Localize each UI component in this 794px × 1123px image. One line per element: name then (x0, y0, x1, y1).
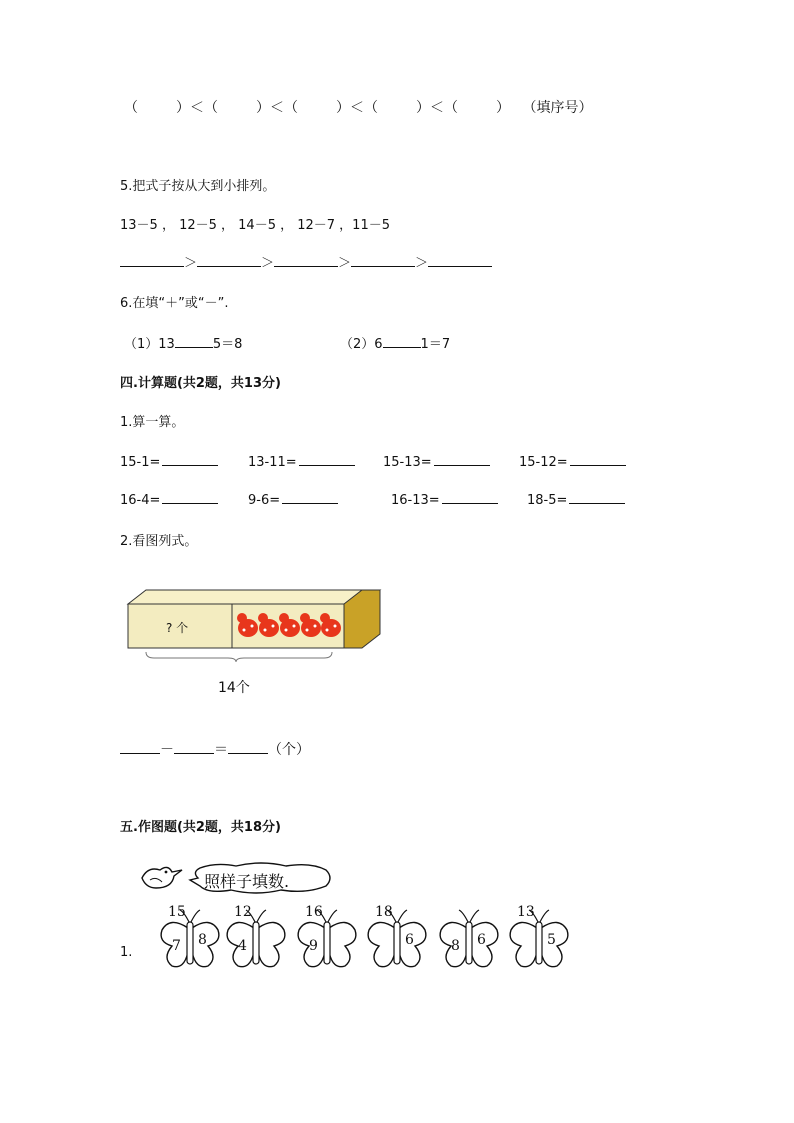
section-5-title: 五.作图题(共2题，共18分) (120, 820, 281, 835)
butterfly-right-wing (329, 922, 356, 966)
order-line: （ ）＜（ ）＜（ ）＜（ ）＜（ ） （填序号） (124, 100, 593, 116)
butterfly-right-number: 6 (405, 932, 414, 948)
q6-item-2: （2）6 1＝7 (340, 333, 450, 352)
answer-blank[interactable] (299, 452, 355, 466)
answer-blank[interactable] (428, 253, 492, 267)
answer-blank[interactable] (228, 740, 268, 754)
calc-item: 16-13= (391, 490, 498, 508)
butterfly-left-wing (510, 922, 537, 966)
answer-blank[interactable] (434, 452, 490, 466)
answer-blank[interactable] (282, 490, 338, 504)
butterfly-top-number: 16 (305, 904, 323, 920)
butterfly-antenna (459, 910, 479, 922)
answer-blank[interactable] (442, 490, 498, 504)
answer-blank[interactable] (174, 740, 214, 754)
box-unknown-label: ? 个 (166, 621, 189, 635)
order-note: （填序号） (522, 100, 593, 116)
q6-item-1: （1）13 5＝8 (124, 333, 242, 352)
answer-blank[interactable] (120, 740, 160, 754)
answer-blank[interactable] (197, 253, 261, 267)
butterfly-body (324, 922, 330, 964)
operator-blank[interactable] (383, 334, 421, 348)
calc-item: 16-4= (120, 490, 218, 508)
box-total-label: 14个 (218, 680, 250, 696)
butterfly-body (253, 922, 259, 964)
butterfly-right-wing (258, 922, 285, 966)
butterfly-top-number: 15 (168, 904, 186, 920)
s4-q1-title: 1.算一算。 (120, 415, 185, 430)
answer-blank[interactable] (569, 490, 625, 504)
s4-q2-title: 2.看图列式。 (120, 534, 198, 549)
butterfly-right-number: 8 (198, 932, 207, 948)
butterfly-body (394, 922, 400, 964)
answer-blank[interactable] (162, 452, 218, 466)
q5-expressions: 13－5 ， 12－5 ， 14－5 ， 12－7 ，11－5 (120, 218, 390, 233)
butterfly-top-number: 13 (517, 904, 535, 920)
butterfly-icon (437, 906, 501, 976)
bird-icon (138, 858, 188, 894)
calc-item: 18-5= (527, 490, 625, 508)
butterfly-body (466, 922, 472, 964)
box-figure (124, 586, 386, 696)
answer-blank[interactable] (570, 452, 626, 466)
butterfly-body (536, 922, 542, 964)
calc-item: 9-6= (248, 490, 338, 508)
operator-blank[interactable] (175, 334, 213, 348)
box-top-face (128, 590, 380, 604)
butterfly-right-number: 5 (547, 932, 556, 948)
calc-item: 15-12= (519, 452, 626, 470)
section-4-title: 四.计算题(共2题，共13分) (120, 376, 281, 391)
s5-q1-label: 1. (120, 945, 133, 960)
q5-title: 5.把式子按从大到小排列。 (120, 179, 276, 194)
answer-blank[interactable] (162, 490, 218, 504)
butterfly-top-number: 12 (234, 904, 252, 920)
answer-blank[interactable] (120, 253, 184, 267)
butterfly-left-number: 9 (309, 938, 318, 954)
figure-equation: － ＝ （个） (120, 739, 310, 759)
butterfly-left-number: 8 (451, 938, 460, 954)
butterfly-top-number: 18 (375, 904, 393, 920)
butterfly-left-wing (368, 922, 395, 966)
butterfly-left-number: 4 (238, 938, 247, 954)
speech-text: 照样子填数. (204, 872, 290, 891)
answer-blank[interactable] (274, 253, 338, 267)
calc-item: 13-11= (248, 452, 355, 470)
answer-blank[interactable] (351, 253, 415, 267)
q5-answer-line: ＞ ＞ ＞ ＞ (120, 252, 492, 271)
calc-item: 15-13= (383, 452, 490, 470)
total-brace (146, 652, 332, 662)
q6-title: 6.在填“＋”或“－”. (120, 296, 229, 311)
butterfly-right-number: 6 (477, 932, 486, 948)
butterfly-body (187, 922, 193, 964)
calc-item: 15-1= (120, 452, 218, 470)
butterfly-left-number: 7 (172, 938, 181, 954)
